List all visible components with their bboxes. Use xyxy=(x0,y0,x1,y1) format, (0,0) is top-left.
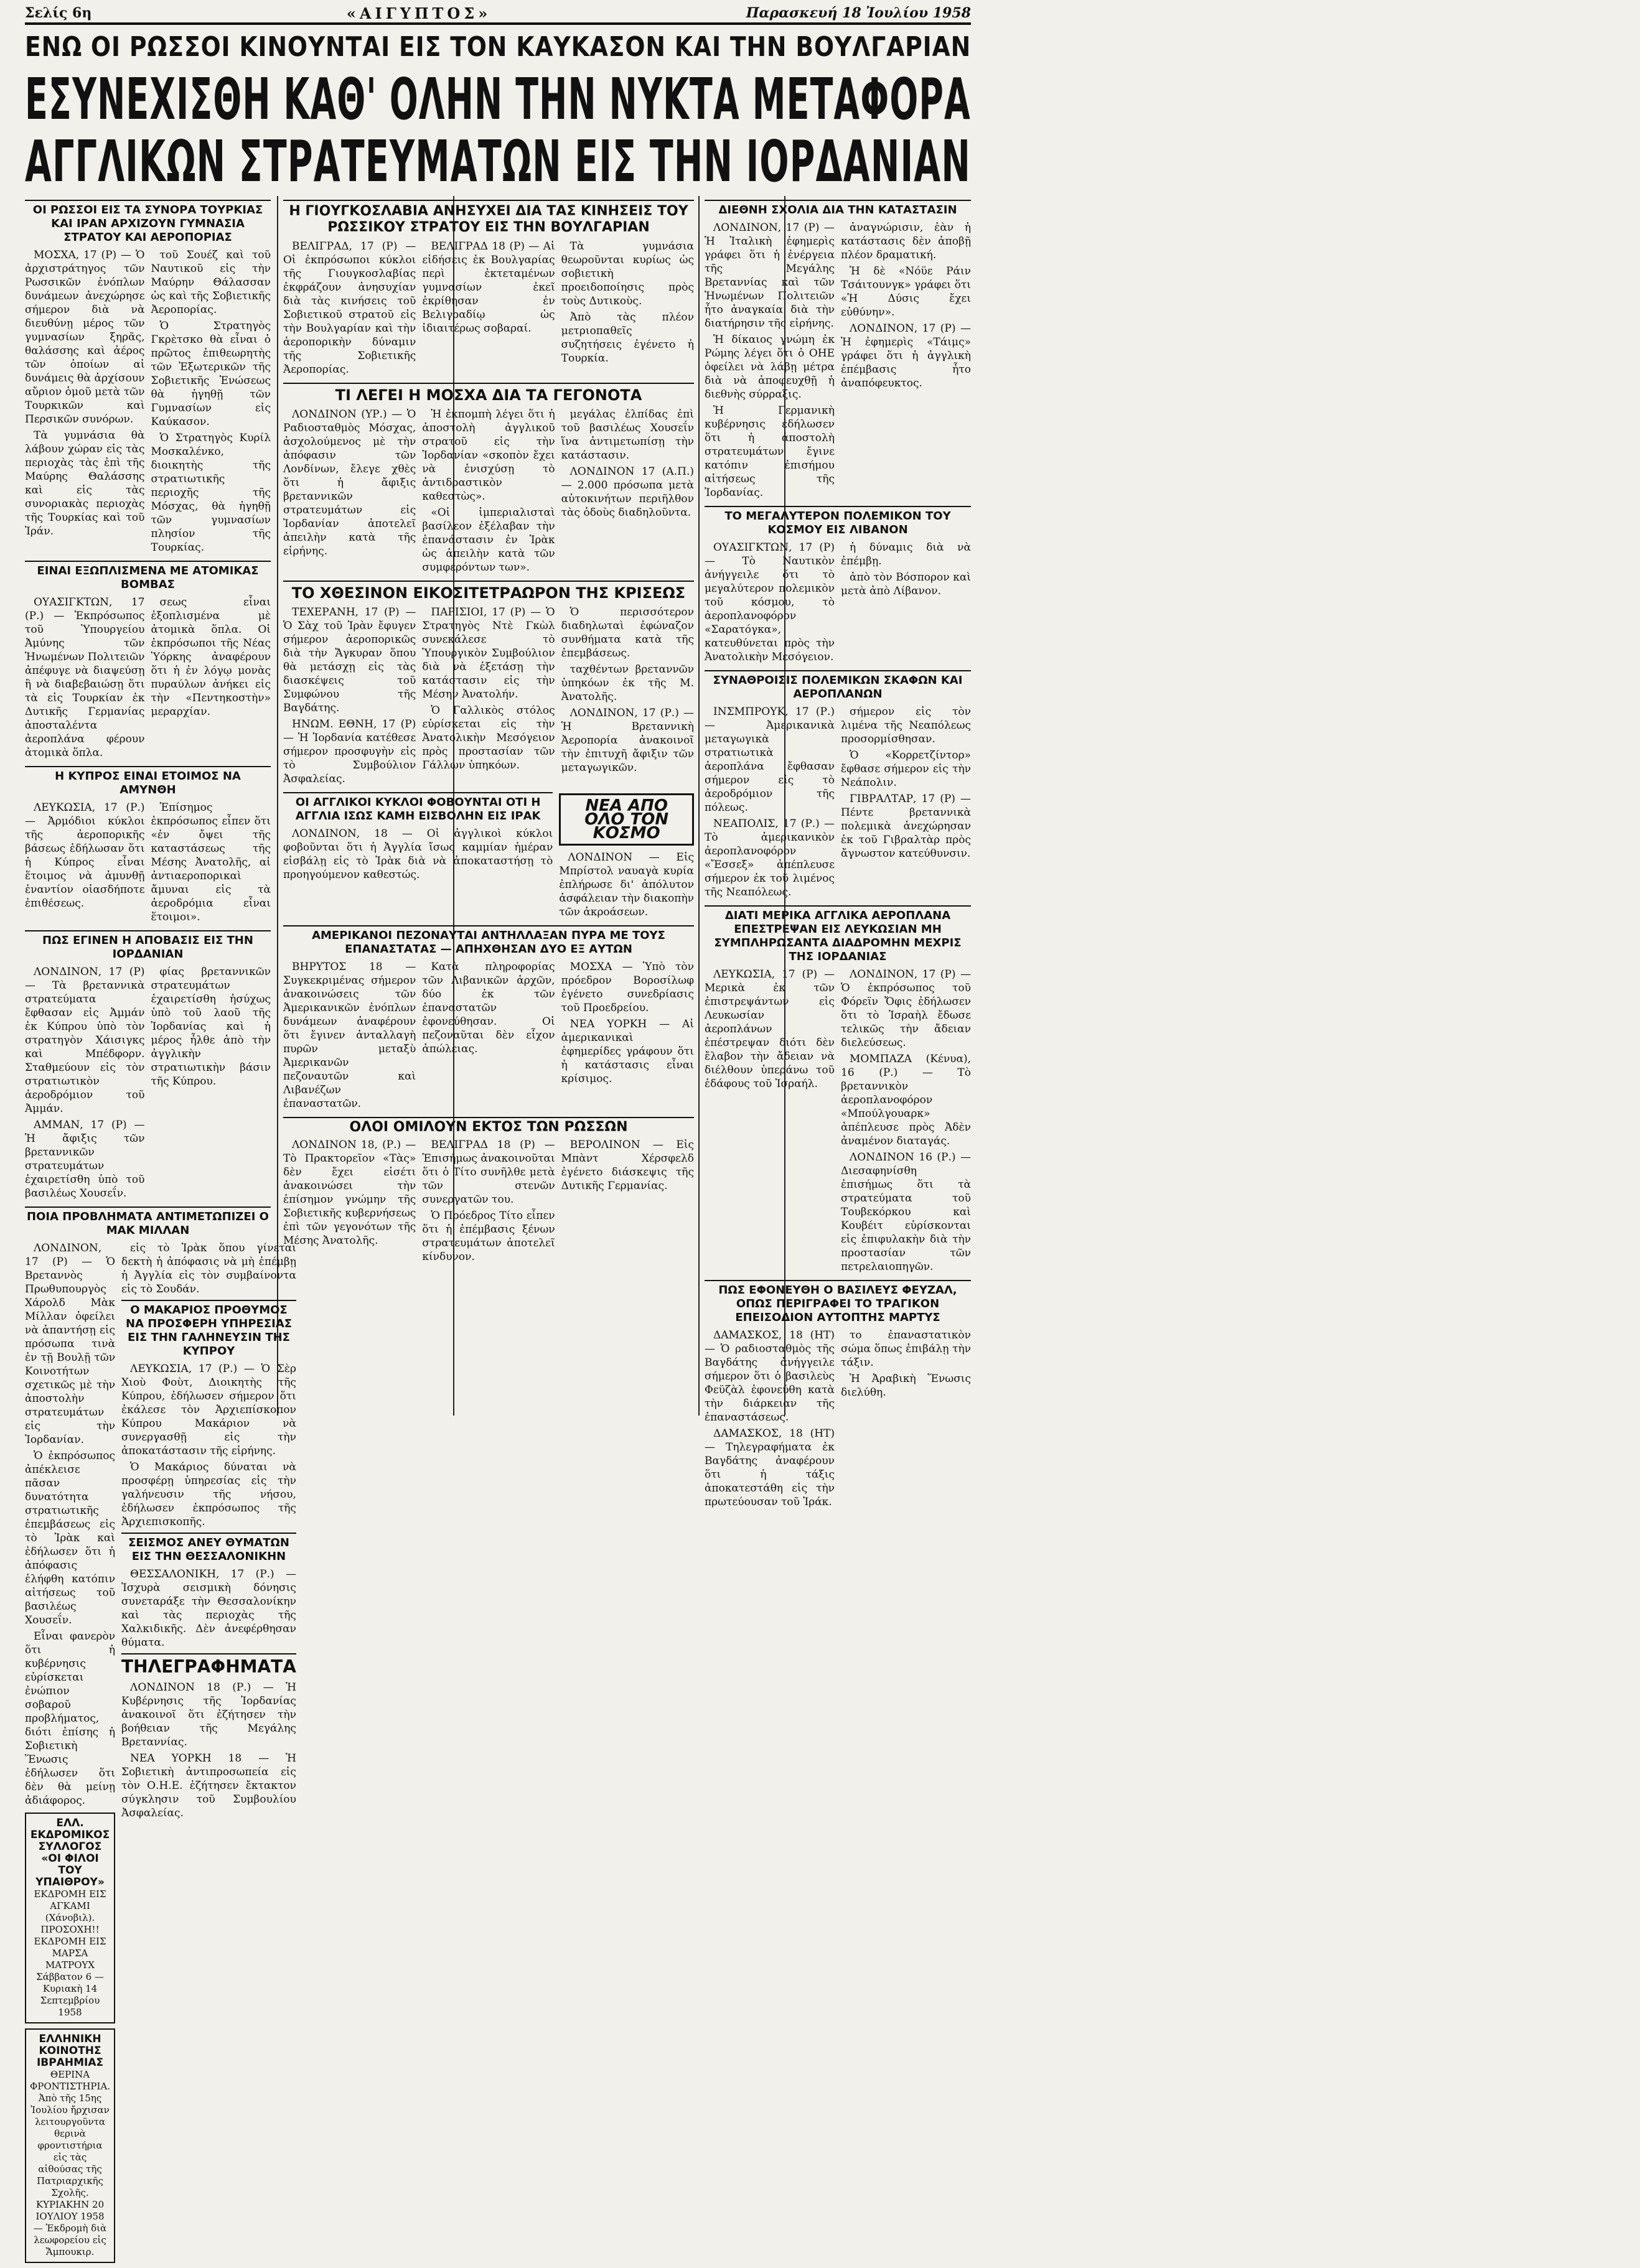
article-paragraph: ΟΥΑΣΙΓΚΤΩΝ, 17 (Ρ.) — Ἐκπρόσωπος τοῦ Ὑπουργείου Ἀμύνης τῶν Ἡνωμένων Πολιτειῶν ἀπέφυγε νὰ διαψεύσῃ ἢ νὰ διαβεβαιώσῃ ὅτι τὰ εἰς Τουρκίαν ἐκ Δυτικῆς Γερμανίας ἀποσταλέντα ἀεροπλάνα φέρουν ἀτομικὰ ὅπλα. xyxy=(25,596,145,759)
article-paragraph: «Οἱ ἱμπεριαλισταὶ βασίλεον ἐξέλαβαν τὴν ἐπανάστασιν ἐν Ἰρὰκ ὡς ἀπειλὴν κατὰ τῶν συμφερόντων των». xyxy=(422,506,555,574)
article-paragraph: ἀναγνώρισιν, ἐὰν ἡ κατάστασις δὲν ἀποβῇ πλέον δραματική. xyxy=(841,222,971,261)
article-paragraph: ΟΥΑΣΙΓΚΤΩΝ, 17 (Ρ) — Τὸ Ναυτικὸν ἀνήγγειλε ὅτι τὸ μεγαλύτερον πολεμικὸν τοῦ κόσμου, τὸ ἀεροπλανοφόρον «Σαρατόγκα», κατευθύνεται πρὸς τὴν Ἀνατολικὴν Μεσόγειον. xyxy=(705,541,835,663)
article-paragraph: εἰς τὸ Ἰρὰκ ὅπου γίνεται δεκτὴ ἡ ἀπόφασις νὰ μὴ ἐπέμβῃ ἡ Ἀγγλία εἰς τὸν συμβαίνοντα εἰς τὸ Σουδάν. xyxy=(121,1242,296,1295)
column-center xyxy=(283,196,694,1416)
article-paragraph: Ὁ Μακάριος δύναται νὰ προσφέρῃ ὑπηρεσίας εἰς τὴν γαλήνευσιν τῆς νήσου, ἐδήλωσεν ἐκπρόσωπος τῆς Ἀρχιεπισκοπῆς. xyxy=(121,1461,296,1528)
article-paragraph: ΑΜΜΑΝ, 17 (Ρ) — Ἡ ἄφιξις τῶν βρεταννικῶν στρατευμάτων ἐχαιρετίσθη ὑπὸ τοῦ βασιλέως Χουσεΐν. xyxy=(25,1119,145,1200)
article-paragraph: ἡ δύναμις διὰ νὰ ἐπέμβῃ. xyxy=(841,541,971,567)
article-headline: ΣΥΝΑΘΡΟΙΣΙΣ ΠΟΛΕΜΙΚΩΝ ΣΚΑΦΩΝ ΚΑΙ ΑΕΡΟΠΛΑΝΩΝ xyxy=(705,670,971,701)
article-headline: ΠΩΣ ΕΓΙΝΕΝ Η ΑΠΟΒΑΣΙΣ ΕΙΣ ΤΗΝ ΙΟΡΔΑΝΙΑΝ xyxy=(25,930,271,961)
article-headline: ΑΜΕΡΙΚΑΝΟΙ ΠΕΖΟΝΑΥΤΑΙ ΑΝΤΗΛΛΑΞΑΝ ΠΥΡΑ ΜΕ ΤΟΥΣ ΕΠΑΝΑΣΤΑΤΑΣ — ΑΠΗΧΘΗΣΑΝ ΔΥΟ ΕΞ ΑΥΤΩΝ xyxy=(283,925,694,956)
article-headline: ΕΙΝΑΙ ΕΞΩΠΛΙΣΜΕΝΑ ΜΕ ΑΤΟΜΙΚΑΣ ΒΟΜΒΑΣ xyxy=(25,561,271,592)
article-paragraph: Κατὰ πληροφορίας τῶν Λιβανικῶν ἀρχῶν, δύο ἐκ τῶν ἐπαναστατῶν ἐφονεύθησαν. Οἱ πεζοναῦται δὲν εἶχον ἀπώλειας. xyxy=(422,961,555,1055)
article-paragraph: ΛΟΝΔΙΝΟΝ, 17 (Ρ) — Ὁ Βρεταννὸς Πρωθυπουργὸς Χάρολδ Μὰκ Μίλλαν ὀφείλει νὰ ἀπαντήσῃ εἰς πρόσωπα τινὰ ἐν τῇ Βουλῇ τῶν Κοινοτήτων σχετικῶς μὲ τὴν ἀποστολὴν στρατευμάτων εἰς τὴν Ἰορδανίαν. xyxy=(25,1242,116,1446)
article-body xyxy=(283,1138,694,1266)
article-paragraph: ΜΟΣΧΑ, 17 (Ρ) — Ὁ ἀρχιστράτηγος τῶν Ρωσσικῶν ἐνόπλων δυνάμεων ἀνεχώρησε σήμερον διὰ νὰ διευθύνῃ μέρος τῶν γυμνασίων ξηρᾶς, θαλάσσης καὶ ἀέρος τῶν ὁποίων αἱ δυνάμεις θὰ ἀρχίσουν αὔριον ὁμοῦ μετὰ τῶν Τουρκικῶν καὶ Περσικῶν συνόρων. xyxy=(25,249,145,426)
article-paragraph: ΛΕΥΚΩΣΙΑ, 17 (Ρ) — Μερικὰ ἐκ τῶν ἐπιστρεψάντων εἰς Λευκωσίαν ἀεροπλάνων ἐπέστρεψαν διότι δὲν ἔλαβον τὴν ἄδειαν νὰ διέλθουν ὑπεράνω τοῦ ἐδάφους τοῦ Ἰσραήλ. xyxy=(705,968,835,1090)
article-body xyxy=(25,595,271,762)
article-paragraph: μεγάλας ἐλπίδας ἐπὶ τοῦ βασιλέως Χουσεΐν ἵνα ἀντιμετωπίσῃ τὴν κατάστασιν. xyxy=(561,408,694,462)
article-headline: ΠΟΙΑ ΠΡΟΒΛΗΜΑΤΑ ΑΝΤΙΜΕΤΩΠΙΖΕΙ Ο ΜΑΚ ΜΙΛΛΑΝ xyxy=(25,1206,271,1238)
notice-body: ΘΕΡΙΝΑ ΦΡΟΝΤΙΣΤΗΡΙΑ. Ἀπὸ τῆς 15ης Ἰουλίου ἤρχισαν λειτουργοῦντα θερινὰ φροντιστήρια εἰς τὰς αἰθούσας τῆς Πατριαρχικῆς Σχολῆς. ΚΥΡΙΑΚΗΝ 20 ΙΟΥΛΙΟΥ 1958 — Ἐκδρομὴ διὰ λεωφορείου εἰς Ἄμπουκιρ. xyxy=(30,2069,111,2257)
article-paragraph: ἀπὸ τὸν Βόσπορον καὶ μετὰ ἀπὸ Λίβανον. xyxy=(841,571,971,597)
main-headline-line1: ΕΣΥΝΕΧΙΣΘΗ ΚΑΘ' ΟΛΗΝ ΤΗΝ ΝΥΚΤΑ ΜΕΤΑΦΟΡΑ xyxy=(25,66,971,133)
article-paragraph: ΛΟΝΔΙΝΟΝ (ΥΡ.) — Ὁ Ραδιοσταθμὸς Μόσχας, ἀσχολούμενος μὲ τὴν ἀπόφασιν τῶν Λονδίνων, ἔλεγε χθὲς ὅτι ἡ ἄφιξις βρεταννικῶν στρατευμάτων εἰς Ἰορδανίαν ἀποτελεῖ ἀπειλὴν κατὰ τῆς εἰρήνης. xyxy=(283,408,416,558)
column-right xyxy=(705,196,971,1508)
article-body xyxy=(705,541,971,666)
article-paragraph: Ὁ ἐκπρόσωπος ἀπέκλεισε πᾶσαν δυνατότητα στρατιωτικῆς ἐπεμβάσεως εἰς τὸ Ἰρὰκ καὶ ἐδήλωσεν ὅτι ἡ ἀπόφασις ἐλήφθη κατόπιν αἰτήσεως τοῦ βασιλέως Χουσεΐν. xyxy=(25,1450,116,1626)
article-paragraph: ΒΕΛΙΓΡΑΔ 18 (Ρ) — Ἐπισήμως ἀνακοινοῦται ὅτι ὁ Τίτο συνῆλθε μετὰ τῶν στενῶν συνεργατῶν του. xyxy=(422,1139,555,1206)
article-body xyxy=(25,1241,296,2268)
article-body xyxy=(283,408,694,577)
article-paragraph: ΒΗΡΥΤΟΣ 18 — Συγκεκριμένας σήμερον ἀνακοινώσεις τῶν Ἀμερικανικῶν ἐνόπλων δυνάμεων ἀναφέρουν ὅτι ἔγινεν ἀνταλλαγὴ πυρῶν μεταξὺ Ἀμερικανῶν πεζοναυτῶν καὶ Λιβανέζων ἐπαναστατῶν. xyxy=(283,961,416,1110)
article-headline: ΟΙ ΡΩΣΣΟΙ ΕΙΣ ΤΑ ΣΥΝΟΡΑ ΤΟΥΡΚΙΑΣ ΚΑΙ ΙΡΑΝ ΑΡΧΙΖΟΥΝ ΓΥΜΝΑΣΙΑ ΣΤΡΑΤΟΥ ΚΑΙ ΑΕΡΟΠΟΡΙΑΣ xyxy=(25,200,271,245)
article-paragraph: σεως εἶναι ἐξοπλισμένα μὲ ἀτομικὰ ὅπλα. Οἱ ἐκπρόσωποι τῆς Νέας Ὑόρκης ἀναφέρουν ὅτι ἡ ἐν λόγῳ μονὰς πυραύλων ἀνήκει εἰς τὴν «Πεντηκοστὴν» μεραρχίαν. xyxy=(151,596,271,718)
article-body xyxy=(283,240,694,379)
article-paragraph: ΛΟΝΔΙΝΟΝ — Εἰς Μπρίστολ ναυαγὰ κυρία ἐπλήρωσε δι' ἀπόλυτον ἀσφάλειαν τὴν διακοπὴν τῶν ἀκροάσεων. xyxy=(559,851,694,918)
article-paragraph: ΝΕΑΠΟΛΙΣ, 17 (Ρ.) — Τὸ ἀμερικανικὸν ἀεροπλανοφόρον «Ἔσσεξ» ἀπέπλευσε σήμερον ἐκ τοῦ λιμένος τῆς Νεαπόλεως. xyxy=(705,818,835,898)
article-paragraph: ταχθέντων βρεταννῶν ὑπηκόων ἐκ τῆς Μ. Ἀνατολῆς. xyxy=(561,663,694,703)
article-paragraph: Ὁ Στρατηγὸς Κυρίλ Μοσκαλένκο, διοικητὴς τῆς στρατιωτικῆς περιοχῆς τῆς Μόσχας, θὰ ἡγηθῇ τῶν γυμνασίων πλησίον τῆς Τουρκίας. xyxy=(151,432,271,554)
article-headline: Η ΓΙΟΥΓΚΟΣΛΑΒΙΑ ΑΝΗΣΥΧΕΙ ΔΙΑ ΤΑΣ ΚΙΝΗΣΕΙΣ ΤΟΥ ΡΩΣΣΙΚΟΥ ΣΤΡΑΤΟΥ ΕΙΣ ΤΗΝ ΒΟΥΛΓΑΡΙΑΝ xyxy=(283,200,694,236)
article-paragraph: ΜΟΜΠΑΖΑ (Κένυα), 16 (Ρ.) — Τὸ βρεταννικὸν ἀεροπλανοφόρον «Μπούλγουαρκ» ἀπέπλευσε πρὸς Ἀδὲν ἀναμένον διαταγάς. xyxy=(841,1053,971,1147)
article-paragraph: Ὁ περισσότερον διαδηλωταὶ ἐφώναζον συνθήματα κατὰ τῆς ἐπεμβάσεως. xyxy=(561,606,694,660)
page-label: Σελίς 6η xyxy=(25,5,92,21)
article-paragraph: τοῦ Σουέζ καὶ τοῦ Ναυτικοῦ εἰς τὴν Μαύρην Θάλασσαν ὡς καὶ τῆς Σοβιετικῆς Ἀεροπορίας. xyxy=(151,249,271,316)
article-paragraph: ΔΑΜΑΣΚΟΣ, 18 (ΗΤ) — Τηλεγραφήματα ἐκ Βαγδάτης ἀναφέρουν ὅτι ἡ τάξις ἀποκατεστάθη εἰς τὴν πρωτεύουσαν τοῦ Ἰράκ. xyxy=(705,1427,835,1508)
article-paragraph: ΙΝΣΜΠΡΟΥΚ, 17 (Ρ.) — Ἀμερικανικὰ μεταγωγικὰ στρατιωτικὰ ἀεροπλάνα ἔφθασαν σήμερον εἰς τὸ ἀεροδρόμιον τῆς πόλεως. xyxy=(705,706,835,814)
newspaper-title: «ΑΙΓΥΠΤΟΣ» xyxy=(346,4,492,22)
article-paragraph: ΤΕΧΕΡΑΝΗ, 17 (Ρ) — Ὁ Σὰχ τοῦ Ἰρὰν ἔφυγεν σήμερον ἀεροπορικῶς διὰ τὴν Ἄγκυραν ὅπου θὰ μετάσχῃ εἰς τὰς διασκέψεις τοῦ Συμφώνου τῆς Βαγδάτης. xyxy=(283,606,416,714)
article-paragraph: Ἡ δίκαιος γνώμη ἐκ Ρώμης λέγει ὅτι ὁ ΟΗΕ ὀφείλει νὰ λάβῃ μέτρα διὰ νὰ ἀποφευχθῇ ἡ διεθνὴς σύρραξις. xyxy=(705,334,835,401)
article-paragraph: ΛΟΝΔΙΝΟΝ, 17 (Ρ) — Τὰ βρεταννικὰ στρατεύματα ἔφθασαν εἰς Ἀμμάν ἐκ Κύπρου ὑπὸ τὸν στρατηγὸν Χάισιγκς καὶ Μπέδφορν. Σταθμεύουν εἰς τὸν στρατιωτικὸν ἀεροδρόμιον τοῦ Ἀμμάν. xyxy=(25,966,145,1115)
article-headline: ΤΙ ΛΕΓΕΙ Η ΜΟΣΧΑ ΔΙΑ ΤΑ ΓΕΓΟΝΟΤΑ xyxy=(283,383,694,404)
section-headline: ΤΗΛΕΓΡΑΦΗΜΑΤΑ xyxy=(121,1653,296,1677)
article-body xyxy=(25,965,271,1203)
article-paragraph: ΝΕΑ ΥΟΡΚΗ 18 — Ἡ Σοβιετικὴ ἀντιπροσωπεία εἰς τὸν Ο.Η.Ε. ἐζήτησεν ἔκτακτον σύγκλησιν τοῦ Συμβουλίου Ἀσφαλείας. xyxy=(121,1752,296,1819)
issue-date: Παρασκευή 18 Ἰουλίου 1958 xyxy=(746,5,971,21)
notice-title: ΕΛΛ. ΕΚΔΡΟΜΙΚΟΣ ΣΥΛΛΟΓΟΣ «ΟΙ ΦΙΛΟΙ ΤΟΥ ΥΠΑΙΘΡΟΥ» xyxy=(30,1817,110,1888)
article-paragraph: ΘΕΣΣΑΛΟΝΙΚΗ, 17 (Ρ.) — Ἰσχυρὰ σεισμικὴ δόνησις συνεταράξε τὴν Θεσσαλονίκην καὶ τὰς περιοχὰς τῆς Χαλκιδικῆς. Δὲν ἀνεφέρθησαν θύματα. xyxy=(121,1568,296,1649)
article-paragraph: ΛΟΝΔΙΝΟΝ, 17 (Ρ) — Ὁ ἐκπρόσωπος τοῦ Φόρεϊν Ὄφις ἐδήλωσεν ὅτι τὸ Ἰσραὴλ ἔδωσε τελικῶς τὴν ἄδειαν διελεύσεως. xyxy=(841,968,971,1049)
article-paragraph: Ἡ Γερμανικὴ κυβέρνησις ἐδήλωσεν ὅτι ἡ ἀποστολὴ στρατευμάτων ἔγινε κατόπιν ἐπισήμου αἰτήσεως τῆς Ἰορδανίας. xyxy=(705,404,835,499)
article-paragraph: ΛΟΝΔΙΝΟΝ, 17 (Ρ) — Ἡ ἐφημερὶς «Τάιμς» γράφει ὅτι ἡ ἀγγλικὴ ἐπέμβασις ἦτο ἀναπόφευκτος. xyxy=(841,322,971,390)
article-paragraph: ΠΑΡΙΣΙΟΙ, 17 (Ρ) — Ὁ Στρατηγὸς Ντὲ Γκὼλ συνεκάλεσε τὸ Ὑπουργικὸν Συμβούλιον διὰ νὰ ἐξετάσῃ τὴν κατάστασιν εἰς τὴν Μέσην Ἀνατολήν. xyxy=(422,606,555,701)
article-body xyxy=(25,801,271,926)
article-paragraph: ΜΟΣΧΑ — Ὑπὸ τὸν πρόεδρον Βοροσίλωφ ἐγένετο συνεδρίασις τοῦ Προεδρείου. xyxy=(561,961,694,1014)
article-paragraph: ΒΕΛΙΓΡΑΔ 18 (Ρ) — Αἱ εἰδήσεις ἐκ Βουλγαρίας περὶ ἐκτεταμένων γυμνασίων ἐκεῖ ἐκρίθησαν ἐν Βελιγραδίῳ ὡς ἰδιαιτέρως σοβαραί. xyxy=(422,240,555,335)
article-headline: Ο ΜΑΚΑΡΙΟΣ ΠΡΟΘΥΜΟΣ ΝΑ ΠΡΟΣΦΕΡΗ ΥΠΗΡΕΣΙΑΣ ΕΙΣ ΤΗΝ ΓΑΛΗΝΕΥΣΙΝ ΤΗΣ ΚΥΠΡΟΥ xyxy=(121,1300,296,1358)
article-headline: ΣΕΙΣΜΟΣ ΑΝΕΥ ΘΥΜΑΤΩΝ ΕΙΣ ΤΗΝ ΘΕΣΣΑΛΟΝΙΚΗΝ xyxy=(121,1533,296,1564)
article-paragraph: ΛΟΝΔΙΝΟΝ 17 (Α.Π.) — 2.000 πρόσωπα μετὰ αὐτοκινήτων περιῆλθον τὰς ὁδοὺς διαδηλοῦντα. xyxy=(561,465,694,519)
club-notice xyxy=(25,1813,115,2023)
kicker-headline: ΕΝΩ ΟΙ ΡΩΣΣΟΙ ΚΙΝΟΥΝΤΑΙ ΕΙΣ ΤΟΝ ΚΑΥΚΑΣΟΝ ΚΑΙ ΤΗΝ ΒΟΥΛΓΑΡΙΑΝ xyxy=(25,31,972,63)
article-paragraph: φίας βρεταννικῶν στρατευμάτων ἐχαιρετίσθη ἡσύχως ὑπὸ τοῦ λαοῦ τῆς Ἰορδανίας καὶ ἡ μέρος ἦλθε ἀπὸ τὴν ἀγγλικὴν στρατιωτικὴν βάσιν τῆς Κύπρου. xyxy=(151,966,271,1088)
notice-title: ΕΛΛΗΝΙΚΗ ΚΟΙΝΟΤΗΣ ΙΒΡΑΗΜΙΑΣ xyxy=(36,2033,104,2069)
article-paragraph: Ὁ Στρατηγὸς Γκρὲτσκο θὰ εἶναι ὁ πρῶτος ἐπιθεωρητὴς τῶν Ἐξωτερικῶν τῆς Σοβιετικῆς Ἑνώσεως θὰ ἡγηθῇ τῶν Γυμνασίων εἰς Καύκασον. xyxy=(151,320,271,428)
article-headline: ΔΙΑΤΙ ΜΕΡΙΚΑ ΑΓΓΛΙΚΑ ΑΕΡΟΠΛΑΝΑ ΕΠΕΣΤΡΕΨΑΝ ΕΙΣ ΛΕΥΚΩΣΙΑΝ ΜΗ ΣΥΜΠΛΗΡΩΣΑΝΤΑ ΔΙΑΔΡΟΜΗΝ ΜΕΧΡΙΣ ΤΗΣ ΙΟΡΔΑΝΙΑΣ xyxy=(705,905,971,964)
article-paragraph: το ἐπαναστατικὸν σώμα ὅπως ἐπιβάλῃ τὴν τάξιν. xyxy=(841,1329,971,1369)
news-from-world-logo: ΝΕΑ ΑΠΟ ΟΛΟ ΤΟΝ ΚΟΣΜΟ xyxy=(559,793,694,846)
article-paragraph: Τὰ γυμνάσια θὰ λάβουν χώραν εἰς τὰς περιοχὰς τὰς ἐπὶ τῆς Μαύρης Θαλάσσης καὶ εἰς τὰς συνοριακὰς περιοχὰς τῆς Τουρκίας καὶ τοῦ Ἰράν. xyxy=(25,429,145,538)
article-paragraph: ΛΟΝΔΙΝΟΝ, 18 — Οἱ ἀγγλικοὶ κύκλοι φοβοῦνται ὅτι ἡ Ἀγγλία ἴσως καμμίαν ἡμέραν εἰσβάλῃ εἰς τὸ Ἰρὰκ διὰ νὰ ἀποκαταστήσῃ τὸ προηγούμενον καθεστώς. xyxy=(283,828,553,881)
article-headline: ΟΛΟΙ ΟΜΙΛΟΥΝ ΕΚΤΟΣ ΤΩΝ ΡΩΣΣΩΝ xyxy=(283,1117,694,1134)
article-paragraph: Ὁ «Κορρετζίντορ» ἔφθασε σήμερον εἰς τὴν Νεάπολιν. xyxy=(841,749,971,789)
article-headline: Η ΚΥΠΡΟΣ ΕΙΝΑΙ ΕΤΟΙΜΟΣ ΝΑ ΑΜΥΝΘΗ xyxy=(25,766,271,797)
article-headline: ΟΙ ΑΓΓΛΙΚΟΙ ΚΥΚΛΟΙ ΦΟΒΟΥΝΤΑΙ ΟΤΙ Η ΑΓΓΛΙΑ ΙΣΩΣ ΚΑΜΗ ΕΙΣΒΟΛΗΝ ΕΙΣ ΙΡΑΚ xyxy=(283,792,553,823)
article-paragraph: Ἐπίσημος ἐκπρόσωπος εἶπεν ὅτι «ἐν ὄψει τῆς καταστάσεως τῆς Μέσης Ἀνατολῆς, αἱ ἀντιαεροπορικαὶ ἄμυναι εἰς τὰ ἀεροδρόμια εἶναι ἕτοιμοι». xyxy=(151,801,271,923)
article-paragraph: ΛΟΝΔΙΝΟΝ, 17 (Ρ) — Ἡ Ἰταλικὴ ἐφημερὶς γράφει ὅτι ἡ ἐνέργεια τῆς Μεγάλης Βρεταννίας καὶ τῶν Ἡνωμένων Πολιτειῶν ἦτο ἀναγκαία διὰ τὴν διατήρησιν τῆς εἰρήνης. xyxy=(705,222,835,330)
main-headline-line2: ΑΓΓΛΙΚΩΝ ΣΤΡΑΤΕΥΜΑΤΩΝ ΕΙΣ ΤΗΝ ΙΟΡΔΑΝΙΑΝ xyxy=(25,128,972,195)
article-paragraph: Ἡ δὲ «Νόϋε Ράιν Τσάιτουνγκ» γράφει ὅτι «Ἡ Δύσις ἔχει εὐθύνην». xyxy=(841,265,971,319)
article-body xyxy=(705,705,971,902)
column-1 xyxy=(25,196,296,2257)
article-headline: ΤΟ ΧΘΕΣΙΝΟΝ ΕΙΚΟΣΙΤΕΤΡΑΩΡΟΝ ΤΗΣ ΚΡΙΣΕΩΣ xyxy=(283,581,694,602)
article-body xyxy=(283,960,694,1113)
article-paragraph: ΒΕΡΟΛΙΝΟΝ — Εἰς Μπὰντ Χέρσφελδ ἐγένετο διάσκεψις τῆς Δυτικῆς Γερμανίας. xyxy=(561,1139,694,1192)
article-paragraph: ΝΕΑ ΥΟΡΚΗ — Αἱ ἀμερικανικαὶ ἐφημερίδες γράφουν ὅτι ἡ κατάστασις εἶναι κρίσιμος. xyxy=(561,1018,694,1085)
article-body xyxy=(705,1328,971,1511)
article-paragraph: Ἡ ἐκπομπὴ λέγει ὅτι ἡ ἀποστολὴ ἀγγλικοῦ στρατοῦ εἰς τὴν Ἰορδανίαν «σκοπὸν ἔχει νὰ ἐνισχύσῃ τὸ ἀντιδραστικὸν καθεστὼς». xyxy=(422,408,555,503)
article-paragraph: Ἡ Ἀραβικὴ Ἕνωσις διελύθη. xyxy=(841,1373,971,1399)
article-paragraph: σήμερον εἰς τὸν λιμένα τῆς Νεαπόλεως προσορμίσθησαν. xyxy=(841,706,971,745)
article-headline: ΠΩΣ ΕΦΟΝΕΥΘΗ Ο ΒΑΣΙΛΕΥΣ ΦΕΥΖΑΛ, ΟΠΩΣ ΠΕΡΙΓΡΑΦΕΙ ΤΟ ΤΡΑΓΙΚΟΝ ΕΠΕΙΣΟΔΙΟΝ ΑΥΤΟΠΤΗΣ ΜΑΡΤΥΣ xyxy=(705,1280,971,1325)
article-paragraph: Τὰ γυμνάσια θεωροῦνται κυρίως ὡς σοβιετικὴ προειδοποίησις πρὸς τοὺς Δυτικοὺς. xyxy=(561,240,694,307)
article-paragraph: ΓΙΒΡΑΛΤΑΡ, 17 (Ρ) — Πέντε βρεταννικὰ πολεμικὰ ἀνεχώρησαν ἐκ τοῦ Γιβραλτὰρ πρὸς ἄγνωστον κατεύθυνσιν. xyxy=(841,793,971,860)
article-paragraph: ΛΟΝΔΙΝΟΝ 18, (Ρ.) — Τὸ Πρακτορεῖον «Τὰς» δὲν ἔχει εἰσέτι ἀνακοινώσει τὴν ἐπίσημον γνώμην τῆς Σοβιετικῆς κυβερνήσεως ἐπὶ τῶν γεγονότων τῆς Μέσης Ἀνατολῆς. xyxy=(283,1139,416,1247)
article-paragraph: ΛΟΝΔΙΝΟΝ, 17 (Ρ.) — Ἡ Βρεταννικὴ Ἀεροπορία ἀνακοινοῖ τὴν ἐπιτυχῆ ἄφιξιν τῶν μεταγωγικῶν. xyxy=(561,707,694,774)
article-paragraph: ΗΝΩΜ. ΕΘΝΗ, 17 (Ρ) — Ἡ Ἰορδανία κατέθεσε σήμερον προσφυγὴν εἰς τὸ Συμβούλιον Ἀσφαλείας. xyxy=(283,718,416,785)
article-headline: ΤΟ ΜΕΓΑΛΥΤΕΡΟΝ ΠΟΛΕΜΙΚΟΝ ΤΟΥ ΚΟΣΜΟΥ ΕΙΣ ΛΙΒΑΝΟΝ xyxy=(705,506,971,537)
article-paragraph: ΛΕΥΚΩΣΙΑ, 17 (Ρ.) — Ἀρμόδιοι κύκλοι τῆς ἀεροπορικῆς βάσεως ἐδήλωσαν ὅτι ἡ Κύπρος εἶναι ἕτοιμος νὰ ἀμυνθῇ ἐναντίον οἱασδήποτε ἐπιθέσεως. xyxy=(25,801,145,910)
article-paragraph: ΛΕΥΚΩΣΙΑ, 17 (Ρ.) — Ὁ Σὲρ Χιοὺ Φοὺτ, Διοικητὴς τῆς Κύπρου, ἐδήλωσεν σήμερον ὅτι ἐκάλεσε τὸν Ἀρχιεπίσκοπον Κύπρου Μακάριον νὰ συνεργασθῇ εἰς τὴν ἀποκατάστασιν τῆς εἰρήνης. xyxy=(121,1363,296,1457)
article-paragraph: ΛΟΝΔΙΝΟΝ 16 (Ρ.) — Διεσαφηνίσθη ἐπισήμως ὅτι τὰ στρατεύματα τοῦ Τουβεκόρκου καὶ Κουβέιτ εὑρίσκονται εἰς ἐπιφυλακὴν διὰ τὴν προστασίαν τῶν πετρελαιοπηγῶν. xyxy=(841,1151,971,1273)
article-body xyxy=(705,968,971,1276)
article-paragraph: ΛΟΝΔΙΝΟΝ 18 (Ρ.) — Ἡ Κυβέρνησις τῆς Ἰορδανίας ἀνακοινοῖ ὅτι ἐζήτησεν τὴν βοήθειαν τῆς Μεγάλης Βρεταννίας. xyxy=(121,1681,296,1748)
article-paragraph: Ὁ Γαλλικὸς στόλος εὑρίσκεται εἰς τὴν Ἀνατολικὴν Μεσόγειον πρὸς προστασίαν τῶν Γάλλων ὑπηκόων. xyxy=(422,704,555,772)
article-body xyxy=(25,248,271,557)
column-rule xyxy=(277,196,278,1416)
masthead xyxy=(25,4,971,25)
article-paragraph: ΒΕΛΙΓΡΑΔ, 17 (Ρ) — Οἱ ἐκπρόσωποι κύκλοι τῆς Γιουγκοσλαβίας ἐκφράζουν ἀνησυχίαν διὰ τὰς κινήσεις τοῦ Σοβιετικοῦ στρατοῦ εἰς τὴν Βουλγαρίαν καὶ τὴν ἀεροπορικὴν δύναμιν τῆς Σοβιετικῆς Ἀεροπορίας. xyxy=(283,240,416,376)
notice-body: ΕΚΔΡΟΜΗ ΕΙΣ ΑΓΚΑΜΙ (Χάνοβιλ). ΠΡΟΣΟΧΗ!! ΕΚΔΡΟΜΗ ΕΙΣ ΜΑΡΣΑ ΜΑΤΡΟΥΧ Σάββατον 6 — Κυριακὴ 14 Σεπτεμβρίου 1958 xyxy=(34,1888,106,2018)
column-rule xyxy=(698,196,700,1416)
article-paragraph: Εἶναι φανερὸν ὅτι ἡ κυβέρνησις εὑρίσκεται ἐνώπιον σοβαροῦ προβλήματος, διότι ἐπίσης ἡ Σοβιετικὴ Ἕνωσις ἐδήλωσεν ὅτι δὲν θὰ μείνῃ ἀδιάφορος. xyxy=(25,1630,116,1807)
article-paragraph: ΔΑΜΑΣΚΟΣ, 18 (ΗΤ) — Ὁ ραδιοσταθμὸς τῆς Βαγδάτης ἀνήγγειλε σήμερον ὅτι ὁ βασιλεὺς Φεϋζὰλ ἐφονεύθη κατὰ τὴν διάρκειαν τῆς ἐπαναστάσεως. xyxy=(705,1329,835,1424)
article-row xyxy=(283,788,694,922)
article-paragraph: Ἀπὸ τὰς πλέον μετριοπαθεῖς συζητήσεις ἐγένετο ἡ Τουρκία. xyxy=(561,311,694,365)
article-body xyxy=(705,221,971,502)
community-notice xyxy=(25,2028,115,2263)
article-paragraph: Ὁ Πρόεδρος Τίτο εἶπεν ὅτι ἡ ἐπέμβασις ξένων στρατευμάτων ἀποτελεῖ κίνδυνον. xyxy=(422,1210,555,1263)
article-body xyxy=(283,605,694,788)
article-headline: ΔΙΕΘΝΗ ΣΧΟΛΙΑ ΔΙΑ ΤΗΝ ΚΑΤΑΣΤΑΣΙΝ xyxy=(705,200,971,217)
